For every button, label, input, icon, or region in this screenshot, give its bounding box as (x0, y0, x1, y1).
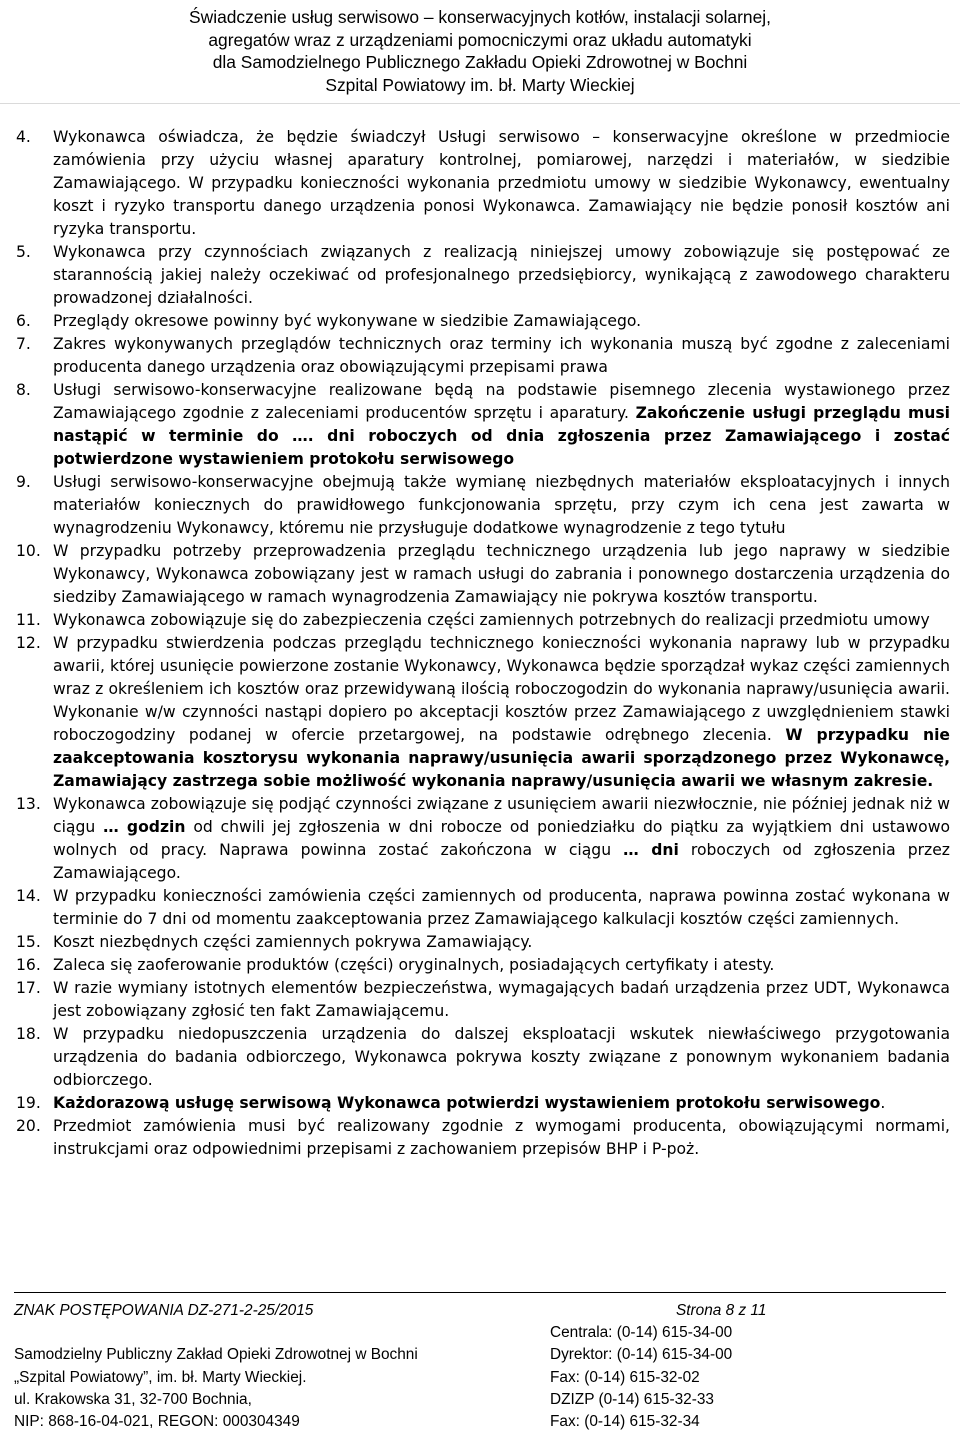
item-number: 17. (16, 979, 41, 997)
footer-phone-director: Dyrektor: (0-14) 615-34-00 (550, 1346, 733, 1364)
list-item-13 (16, 793, 950, 885)
list-item-14 (16, 885, 950, 931)
item-number: 20. (16, 1117, 41, 1135)
item-number: 6. (16, 312, 31, 330)
item-number: 16. (16, 956, 41, 974)
item-text: Wykonawca zobowiązuje się podjąć czynności związane z usunięciem awarii niezwłocznie, nie później jednak niż w ciągu (53, 795, 950, 836)
header-line-1: Świadczenie usług serwisowo – konserwacyjnych kotłów, instalacji solarnej, (189, 7, 771, 27)
list-item-9 (16, 471, 950, 540)
item-text: . (880, 1094, 886, 1112)
item-number: 11. (16, 611, 41, 629)
list-item-7 (16, 333, 950, 379)
list-item-6 (16, 310, 950, 333)
item-text: Wykonawca zobowiązuje się do zabezpieczenia części zamiennych potrzebnych do realizacji przedmiotu umowy (53, 611, 930, 629)
list-item-8 (16, 379, 950, 471)
item-number: 5. (16, 243, 31, 261)
footer-phone-dzizp: DZIZP (0-14) 615-32-33 (550, 1390, 714, 1408)
item-bold-text: … dni (623, 841, 679, 859)
footer-hospital-name: „Szpital Powiatowy”, im. bł. Marty Wieckiej. (14, 1368, 307, 1386)
list-item-4 (16, 126, 950, 241)
item-text: W przypadku niedopuszczenia urządzenia do dalszej eksploatacji wskutek niewłaściwego przygotowania urządzenia do badania odbiorczego, Wykonawca pokrywa koszty związane z ponownym wykonaniem badania odbiorczego. (53, 1025, 950, 1089)
document-header (0, 0, 960, 104)
item-text: od chwili jej zgłoszenia w dni robocze od poniedziałku do piątku za wyjątkiem dni ustawowo wolnych od pracy. Naprawa powinna zostać zakończona w ciągu (53, 818, 950, 859)
page-number: Strona 8 z 11 (676, 1302, 767, 1319)
document-body (16, 126, 950, 1161)
item-text: Usługi serwisowo-konserwacyjne realizowane będą na podstawie pisemnego zlecenia wystawionego przez Zamawiającego zgodnie z zaleceniami producentów sprzętu i aparatury. (53, 381, 950, 422)
header-line-4: Szpital Powiatowy im. bł. Marty Wieckiej (325, 74, 635, 95)
item-text: roboczych od zgłoszenia przez Zamawiającego. (53, 841, 950, 882)
footer-fax-2: Fax: (0-14) 615-32-34 (550, 1413, 700, 1431)
list-item-19 (16, 1092, 950, 1115)
item-bold-text: Każdorazową usługę serwisową Wykonawca potwierdzi wystawieniem protokołu serwisowego (53, 1094, 881, 1112)
item-text: Wykonawca oświadcza, że będzie świadczył Usługi serwisowo – konserwacyjne określone w przedmiocie zamówienia przy użyciu własnej aparatury kontrolnej, pomiarowej, narzędzi i materiałów, w siedzibie Zamawiającego. W przypadku konieczności wykonania przedmiotu umowy w siedzibie Wykonawcy, ewentualny koszt i ryzyko transportu danego urządzenia ponosi Wykonawca. Zamawiający nie będzie ponosił kosztów ani ryzyka transportu. (53, 128, 950, 238)
list-item-16 (16, 954, 950, 977)
item-number: 12. (16, 634, 41, 652)
item-text: W przypadku stwierdzenia podczas przeglądu technicznego konieczności wykonania naprawy lub w przypadku awarii, której usunięcie powierzone zostanie Wykonawcy, Wykonawca będzie sporządzał wykaz części zamiennych wraz z określeniem ich kosztów oraz przewidywaną ilością roboczogodzin do wykonania naprawy/usunięcia awarii. Wykonanie w/w czynności nastąpi dopiero po akceptacji kosztów przez Zamawiającego z uwzględnieniem stawki roboczogodziny podanej w ofercie przetargowej, na podstawie odrębnego zlecenia. (53, 634, 950, 744)
item-number: 8. (16, 381, 31, 399)
footer-divider (14, 1292, 946, 1293)
item-text: Przeglądy okresowe powinny być wykonywane w siedzibie Zamawiającego. (53, 312, 642, 330)
footer-fax-1: Fax: (0-14) 615-32-02 (550, 1368, 700, 1386)
footer-contact-block (550, 1322, 950, 1433)
item-text: Zakres wykonywanych przeglądów technicznych oraz terminy ich wykonania muszą być zgodne z zaleceniami producenta danego urządzenia oraz obowiązującymi przepisami prawa (53, 335, 950, 376)
list-item-18 (16, 1023, 950, 1092)
header-line-2: agregatów wraz z urządzeniami pomocniczymi oraz układu automatyki (208, 29, 752, 50)
list-item-11 (16, 609, 950, 632)
header-line-3: dla Samodzielnego Publicznego Zakładu Opieki Zdrowotnej w Bochni (212, 52, 748, 72)
footer-address: ul. Krakowska 31, 32-700 Bochnia, (14, 1390, 252, 1408)
item-text: Zaleca się zaoferowanie produktów (części) oryginalnych, posiadających certyfikaty i atesty. (53, 956, 775, 974)
item-text: Przedmiot zamówienia musi być realizowany zgodnie z wymogami producenta, obowiązującymi normami, instrukcjami oraz odpowiednimi przepisami z zachowaniem przepisów BHP i P-poż. (53, 1117, 950, 1158)
item-text: W przypadku konieczności zamówienia części zamiennych od producenta, naprawa powinna zostać wykonana w terminie do 7 dni od momentu zaakceptowania przez Zamawiającego kalkulacji kosztów części zamiennych. (53, 887, 950, 928)
item-number: 13. (16, 795, 41, 813)
item-number: 15. (16, 933, 41, 951)
item-number: 14. (16, 887, 41, 905)
item-bold-text: W przypadku nie zaakceptowania kosztorysu wykonania naprawy/usunięcia awarii sporządzonego przez Wykonawcę, Zamawiający zastrzega sobie możliwość wykonania naprawy/usunięcia awarii we własnym zakresie. (53, 726, 950, 790)
footer-address-block (14, 1300, 534, 1433)
item-number: 10. (16, 542, 41, 560)
item-number: 9. (16, 473, 31, 491)
list-item-20 (16, 1115, 950, 1161)
item-text: Wykonawca przy czynnościach związanych z realizacją niniejszej umowy zobowiązuje się postępować ze starannością jakiej należy oczekiwać od profesjonalnego przedsiębiorcy, wynikającą z zawodowego charakteru prowadzonej działalności. (53, 243, 950, 307)
item-bold-text: … godzin (103, 818, 186, 836)
procedure-reference: ZNAK POSTĘPOWANIA DZ-271-2-25/2015 (14, 1302, 314, 1319)
list-item-5 (16, 241, 950, 310)
item-bold-text: Zakończenie usługi przeglądu musi nastąpić w terminie do …. dni roboczych od dnia zgłoszenia przez Zamawiającego i zostać potwierdzone wystawieniem protokołu serwisowego (53, 404, 950, 468)
footer-phone-central: Centrala: (0-14) 615-34-00 (550, 1324, 733, 1341)
item-number: 4. (16, 128, 31, 146)
item-number: 19. (16, 1094, 41, 1112)
list-item-15 (16, 931, 950, 954)
footer-org-name: Samodzielny Publiczny Zakład Opieki Zdrowotnej w Bochni (14, 1346, 418, 1364)
footer-tax-ids: NIP: 868-16-04-021, REGON: 000304349 (14, 1413, 300, 1431)
list-item-17 (16, 977, 950, 1023)
item-text: W razie wymiany istotnych elementów bezpieczeństwa, wymagających badań urządzenia przez UDT, Wykonawca jest zobowiązany zgłosić ten fakt Zamawiającemu. (53, 979, 950, 1020)
item-text: W przypadku potrzeby przeprowadzenia przeglądu technicznego urządzenia lub jego naprawy w siedzibie Wykonawcy, Wykonawca zobowiązany jest w ramach usługi do zabrania i ponownego dostarczenia urządzenia do siedziby Zamawiającego w ramach wynagrodzenia Zamawiający nie pokrywa kosztów transportu. (53, 542, 950, 606)
item-number: 7. (16, 335, 31, 353)
list-item-12 (16, 632, 950, 793)
list-item-10 (16, 540, 950, 609)
item-text: Usługi serwisowo-konserwacyjne obejmują także wymianę niezbędnych materiałów eksploatacyjnych i innych materiałów koniecznych do prawidłowego funkcjonowania sprzętu, przy czym ich cena jest zawarta w wynagrodzeniu Wykonawcy, któremu nie przysługuje dodatkowe wynagrodzenie z tego tytułu (53, 473, 950, 537)
item-text: Koszt niezbędnych części zamiennych pokrywa Zamawiający. (53, 933, 533, 951)
item-number: 18. (16, 1025, 41, 1043)
